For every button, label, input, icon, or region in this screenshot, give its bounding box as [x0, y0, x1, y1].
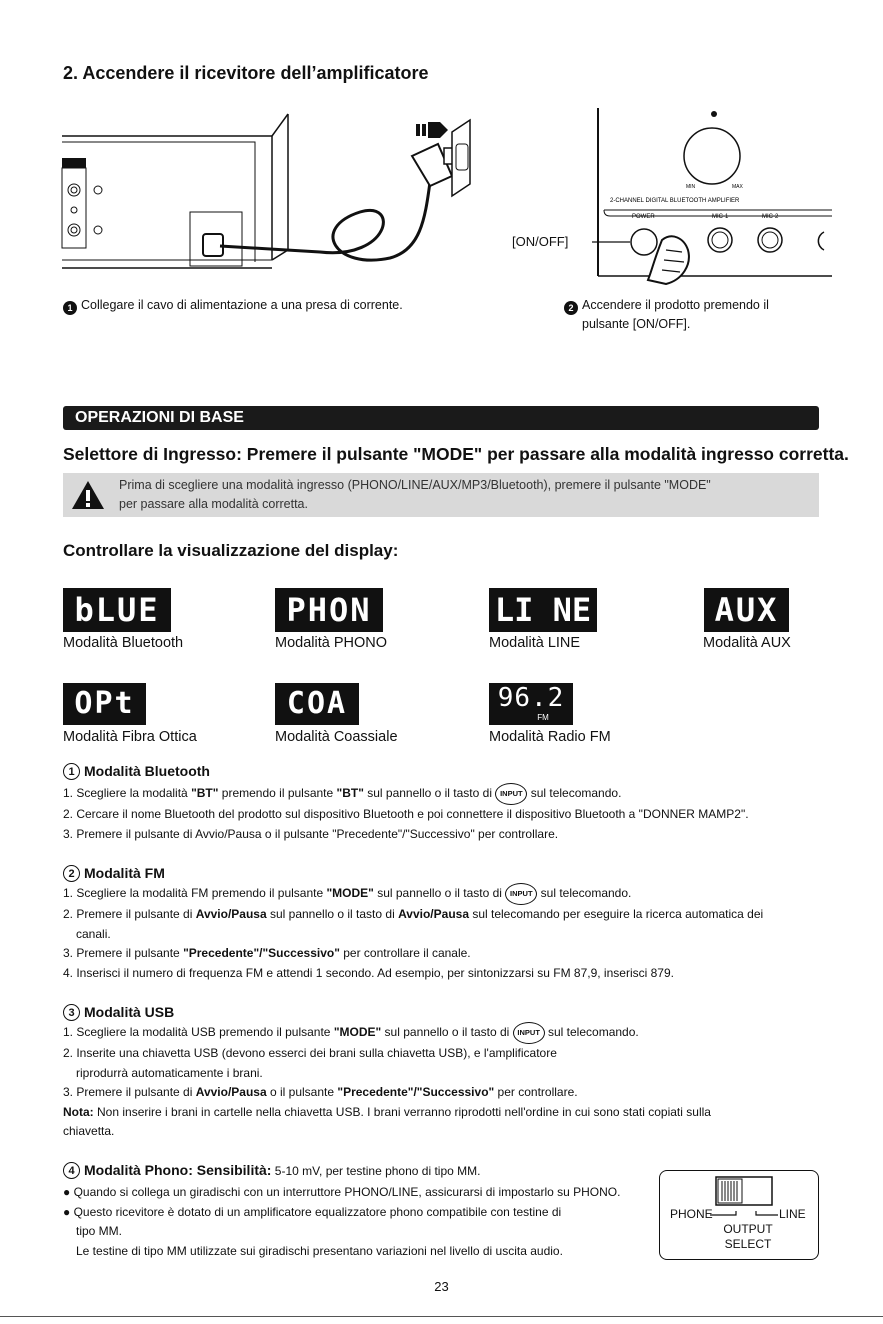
display-title: Controllare la visualizzazione del display:: [63, 541, 399, 560]
fm-step-2: 2. Premere il pulsante di Avvio/Pausa sul pannello o il tasto di Avvio/Pausa sul telecomando per eseguire la ricerca automatica dei: [63, 907, 764, 921]
display-label: Modalità Fibra Ottica: [63, 729, 197, 745]
lcd-fm-sub: FM: [537, 713, 549, 722]
display-label: Modalità LINE: [489, 635, 581, 651]
front-panel-illustration: [592, 100, 832, 285]
max-label: MAX: [732, 184, 743, 190]
lcd-text: PHON: [286, 591, 372, 629]
mic1-label: MIC-1: [712, 214, 729, 220]
bt-title: 1 Modalità Bluetooth: [63, 763, 210, 780]
phono-bullet-2: ● Questo ricevitore è dotato di un amplificatore equalizzatore phono compatibile con testine di: [63, 1204, 562, 1219]
phono-bullet-1: ● Quando si collega un giradischi con un interruttore PHONO/LINE, assicurarsi di impostarlo su PHONO.: [63, 1185, 621, 1199]
onoff-callout: [ON/OFF]: [512, 234, 569, 249]
display-label: Modalità AUX: [703, 635, 791, 651]
fm-step-2-cont: canali.: [76, 926, 111, 941]
power-label: POWER: [632, 214, 655, 220]
warning-line-2: per passare alla modalità corretta.: [119, 497, 308, 511]
warning-line-1: Prima di scegliere una modalità ingresso (PHONO/LINE/AUX/MP3/Bluetooth), premere il pulsante "MODE": [119, 478, 711, 492]
fm-step-3: 3. Premere il pulsante "Precedente"/"Successivo" per controllare il canale.: [63, 946, 471, 960]
lcd-fm: [489, 683, 573, 725]
usb-step-2-cont: riprodurrà automaticamente i brani.: [76, 1065, 263, 1080]
warning-icon: [71, 479, 105, 511]
step-1-number: 1: [63, 301, 77, 315]
lcd-text: COA: [286, 686, 348, 721]
fm-title: 2 Modalità FM: [63, 865, 165, 882]
page-divider: [0, 1316, 883, 1317]
usb-step-3: 3. Premere il pulsante di Avvio/Pausa o il pulsante "Precedente"/"Successivo" per controllare.: [63, 1085, 578, 1099]
usb-steps: [63, 1022, 863, 1142]
lcd-text: 96.2: [497, 683, 565, 713]
fm-steps: [63, 883, 873, 983]
bt-step-1: 1. Scegliere la modalità "BT" premendo il pulsante "BT" sul pannello o il tasto di INPUT sul telecomando.: [63, 783, 863, 805]
lcd-phono: [275, 588, 383, 632]
input-button-icon: INPUT: [495, 783, 527, 805]
lcd-text: OPt: [74, 686, 135, 721]
fm-step-4: 4. Inserisci il numero di frequenza FM e attendi 1 secondo. Ad esempio, per sintonizzarsi su FM 87,9, inserisci 879.: [63, 965, 674, 980]
lcd-text: LI NE: [494, 591, 592, 629]
display-label: Modalità Bluetooth: [63, 635, 184, 651]
lcd-text: bLUE: [74, 591, 160, 629]
step-2: 2 Accendere il prodotto premendo il pulsante [ON/OFF].: [564, 296, 769, 334]
usb-step-2: 2. Inserite una chiavetta USB (devono esserci dei brani sulla chiavetta USB), e l'amplificatore: [63, 1046, 557, 1060]
display-label: Modalità Coassiale: [275, 729, 398, 745]
step-1: 1 Collegare il cavo di alimentazione a una presa di corrente.: [63, 296, 403, 315]
usb-note-cont: chiavetta.: [63, 1124, 115, 1138]
warning-box: [63, 473, 819, 517]
lcd-coaxial: [275, 683, 359, 725]
lcd-line: [489, 588, 597, 632]
lcd-optical: [63, 683, 146, 725]
selector-title: Selettore di Ingresso: Premere il pulsante "MODE" per passare alla modalità ingresso corretta.: [63, 444, 849, 464]
fm-step-1: 1. Scegliere la modalità FM premendo il pulsante "MODE" sul pannello o il tasto di INPUT sul telecomando.: [63, 883, 873, 905]
display-label: Modalità PHONO: [275, 635, 388, 651]
power-cable-illustration: [60, 100, 500, 280]
page-number: 23: [434, 1279, 449, 1294]
lcd-bluetooth: [63, 588, 171, 632]
display-label: Modalità Radio FM: [489, 729, 611, 745]
bt-step-3: 3. Premere il pulsante di Avvio/Pausa o il pulsante "Precedente"/"Successivo" per controllare.: [63, 826, 559, 841]
switch-output-label: OUTPUT: [723, 1222, 773, 1236]
phono-bullets: [63, 1183, 663, 1261]
panel-brand: 2-CHANNEL DIGITAL BLUETOOTH AMPLIFIER: [610, 198, 740, 204]
bt-number: 1: [63, 763, 80, 780]
mic2-label: MIC-2: [762, 214, 779, 220]
min-label: MIN: [686, 184, 696, 190]
usb-note: Nota: Non inserire i brani in cartelle nella chiavetta USB. I brani verranno riprodotti nell'ordine in cui sono stati copiati sulla: [63, 1104, 711, 1119]
phono-title: 4 Modalità Phono: Sensibilità: 5-10 mV, per testine phono di tipo MM.: [63, 1162, 480, 1179]
switch-select-label: SELECT: [724, 1237, 772, 1251]
output-select-switch: [659, 1170, 819, 1260]
phono-bullet-3: Le testine di tipo MM utilizzate sui giradischi presentano variazioni nel livello di uscita audio.: [76, 1243, 563, 1258]
step-2-number: 2: [564, 301, 578, 315]
section-title: 2. Accendere il ricevitore dell’amplificatore: [63, 63, 429, 83]
phono-bullet-2-cont: tipo MM.: [76, 1224, 123, 1238]
usb-step-1: 1. Scegliere la modalità USB premendo il pulsante "MODE" sul pannello o il tasto di INPUT sul telecomando.: [63, 1022, 863, 1044]
switch-line-label: LINE: [779, 1207, 806, 1221]
switch-phone-label: PHONE: [670, 1207, 713, 1221]
fm-number: 2: [63, 865, 80, 882]
lcd-aux: [704, 588, 789, 632]
usb-number: 3: [63, 1004, 80, 1021]
section-bar: OPERAZIONI DI BASE: [63, 406, 819, 430]
lcd-text: AUX: [714, 591, 779, 629]
input-button-icon: INPUT: [513, 1022, 545, 1044]
usb-title: 3 Modalità USB: [63, 1004, 174, 1021]
input-button-icon: INPUT: [505, 883, 537, 905]
bt-steps: [63, 783, 863, 844]
phono-number: 4: [63, 1162, 80, 1179]
bt-step-2: 2. Cercare il nome Bluetooth del prodotto sul dispositivo Bluetooth e poi connettere il dispositivo Bluetooth a "DONNER MAMP2".: [63, 807, 749, 821]
